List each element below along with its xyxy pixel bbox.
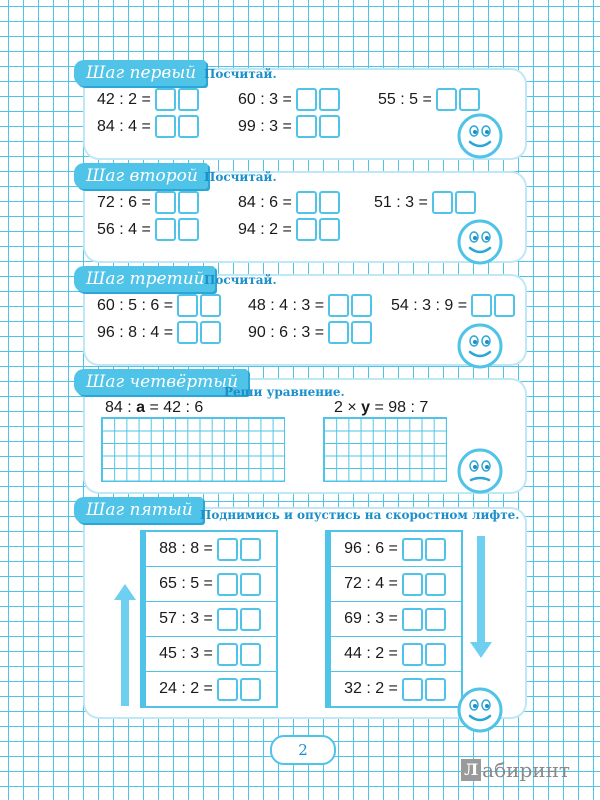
- step2-instruction: Посчитай.: [204, 170, 277, 184]
- answer-boxes[interactable]: [296, 88, 342, 111]
- step5-instruction: Поднимись и опустись на скоростном лифте.: [200, 508, 520, 522]
- answer-boxes[interactable]: [402, 678, 448, 701]
- answer-boxes[interactable]: [471, 294, 517, 317]
- lift-floor: 88 : 8 =: [146, 532, 276, 566]
- answer-boxes[interactable]: [217, 678, 263, 701]
- lift-floor: 65 : 5 =: [146, 566, 276, 601]
- lift-floor: 32 : 2 =: [331, 671, 461, 706]
- step1-example-1: 42 : 2 =: [97, 88, 201, 111]
- labirint-logo-icon: Л: [461, 759, 481, 781]
- step3-example-4: 96 : 8 : 4 =: [97, 321, 223, 344]
- answer-boxes[interactable]: [402, 538, 448, 561]
- answer-boxes[interactable]: [217, 608, 263, 631]
- solution-grid-1[interactable]: [101, 417, 285, 482]
- step5-tab: Шаг пятый: [74, 497, 203, 523]
- answer-boxes[interactable]: [217, 573, 263, 596]
- smiley-icon: [456, 447, 504, 495]
- answer-boxes[interactable]: [217, 538, 263, 561]
- equation-2: 2 × y = 98 : 7: [334, 399, 429, 416]
- solution-grid-2[interactable]: [323, 417, 447, 482]
- answer-boxes[interactable]: [402, 643, 448, 666]
- lift-floor: 69 : 3 =: [331, 601, 461, 636]
- step2-example-2: 84 : 6 =: [238, 191, 342, 214]
- watermark-text: абиринт: [482, 758, 570, 782]
- answer-boxes[interactable]: [402, 573, 448, 596]
- step3-example-3: 54 : 3 : 9 =: [391, 294, 517, 317]
- smiley-icon: [456, 112, 504, 160]
- step2-example-1: 72 : 6 =: [97, 191, 201, 214]
- answer-boxes[interactable]: [296, 218, 342, 241]
- step1-example-2: 60 : 3 =: [238, 88, 342, 111]
- step4-instruction: Реши уравнение.: [224, 385, 345, 399]
- answer-boxes[interactable]: [432, 191, 478, 214]
- step3-tab: Шаг третий: [74, 266, 215, 292]
- step3-example-1: 60 : 5 : 6 =: [97, 294, 223, 317]
- answer-boxes[interactable]: [328, 321, 374, 344]
- answer-boxes[interactable]: [296, 115, 342, 138]
- watermark: [461, 758, 570, 782]
- step1-tab: Шаг первый: [74, 60, 206, 86]
- smiley-icon: [456, 218, 504, 266]
- answer-boxes[interactable]: [296, 191, 342, 214]
- lift-floor: 44 : 2 =: [331, 636, 461, 671]
- step2-example-3: 51 : 3 =: [374, 191, 478, 214]
- step4-tab: Шаг четвёртый: [74, 369, 248, 395]
- answer-boxes[interactable]: [328, 294, 374, 317]
- answer-boxes[interactable]: [155, 191, 201, 214]
- answer-boxes[interactable]: [177, 294, 223, 317]
- arrow-down-icon: [470, 536, 492, 658]
- answer-boxes[interactable]: [436, 88, 482, 111]
- lift-up-shaft: [140, 530, 278, 708]
- lift-floor: 72 : 4 =: [331, 566, 461, 601]
- lift-floor: 24 : 2 =: [146, 671, 276, 706]
- equation-1: 84 : a = 42 : 6: [105, 399, 204, 416]
- answer-boxes[interactable]: [155, 88, 201, 111]
- step1-instruction: Посчитай.: [204, 67, 277, 81]
- lift-floor: 96 : 6 =: [331, 532, 461, 566]
- step2-example-5: 94 : 2 =: [238, 218, 342, 241]
- step3-instruction: Посчитай.: [204, 273, 277, 287]
- arrow-up-icon: [114, 584, 136, 706]
- answer-boxes[interactable]: [177, 321, 223, 344]
- smiley-icon: [456, 322, 504, 370]
- step3-example-2: 48 : 4 : 3 =: [248, 294, 374, 317]
- answer-boxes[interactable]: [402, 608, 448, 631]
- answer-boxes[interactable]: [217, 643, 263, 666]
- answer-boxes[interactable]: [155, 115, 201, 138]
- lift-floor: 45 : 3 =: [146, 636, 276, 671]
- smiley-icon: [456, 686, 504, 734]
- step1-example-3: 55 : 5 =: [378, 88, 482, 111]
- lift-floor: 57 : 3 =: [146, 601, 276, 636]
- step3-example-5: 90 : 6 : 3 =: [248, 321, 374, 344]
- step1-example-4: 84 : 4 =: [97, 115, 201, 138]
- step2-tab: Шаг второй: [74, 163, 208, 189]
- step1-example-5: 99 : 3 =: [238, 115, 342, 138]
- lift-down-shaft: [325, 530, 463, 708]
- answer-boxes[interactable]: [155, 218, 201, 241]
- page-number: 2: [270, 735, 336, 765]
- step2-example-4: 56 : 4 =: [97, 218, 201, 241]
